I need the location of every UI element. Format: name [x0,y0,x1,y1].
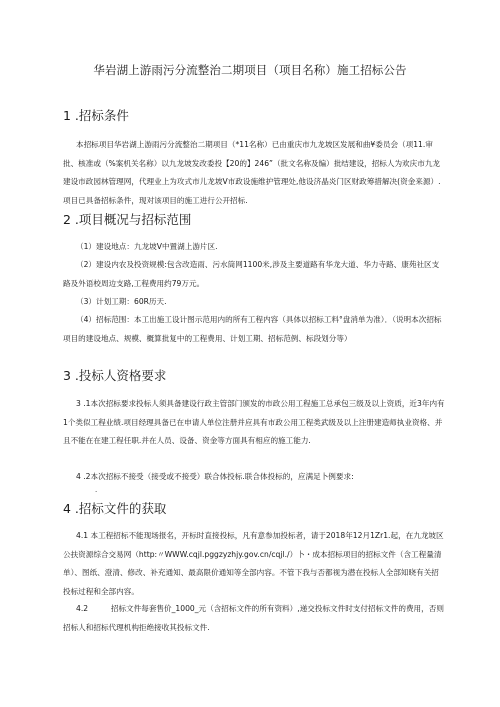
document-title: 华岩湖上游雨污分流整治二期项目（项目名称）施工招标公告 [93,63,407,77]
section-1-heading: 1 .招标条件 [63,108,129,123]
section-2-item-scale: （2）建设内农及投资规模:包含改造雨、污水筒网1100米,涉及主要道路有华龙大道、华力寺路、康苑社区支路及外语校周边支路,工程费用约79万元。 [63,260,440,288]
section-4-acquisition: 4.1 本工程招标不能现场报名，开标时直接投标，凡有意参加投标者，请于2018年12月1Zr1.起，在九龙坡区公扶资源综合交易网（http:〃WWW.cqjl.pggzyzhjy.gov.cn/cqjl./）卜・成本招标项目的招标文件（含工程量清单）、图纸、澄清、修改、补充通知、最高限价通知等全部内容。不管下我与否都视为潜在投标人全部知晓有关招投标过程和全部内容。 [63,531,444,596]
section-3-qualification: 3 .1本次招标要求投标人须具备建设行政主管部门颁发的市政公用工程施工总承包三级及以上资质，近3年内有1个类似工程业绩.项目经理具备已在申请人单位注册并应具有市政公用工程类武级及以上注册建造师执业资格、并且不能在在建工程任职.并在人员、设备、资金等方面具有相应的施工能力. [63,399,445,445]
section-2-item-duration: （3）计划工期：60R历天. [76,297,167,306]
section-4-heading: 4 .招标文件的获取 [63,501,167,516]
section-2-item-scope: （4）招标范围：本工出施工设计图示范用内的所有工程内容（具体以招标工料°盘消单为准）．（说明本次招标项目的建设地点、规模、概算批复中的工程费用、计划工期、招标范例、标段划分等） [63,315,442,343]
section-4-price: 4.2 招标文件每套售价_1000_元（含招标文件的所有资料）,递交投标文件时支付招标文件的费用，否则招标人和招标代理机构拒绝接收其投标文件. [63,604,444,632]
section-3-joint-bid: 4 .2本次招标不接受（接受或不接受）联合体投标.联合体投标的，应满足卜例要求: [76,472,354,481]
section-3-bullet: · [95,488,98,496]
section-2-heading: 2 .项目概况与招标范围 [63,212,192,227]
section-3-heading: 3 .投标人资格要求 [63,368,167,383]
section-2-item-location: （1）建设地点：九龙坡V中置湖上游片区. [76,242,218,251]
section-1-paragraph: 本招标项目华岩湖上游雨污分流整治二期项目（*11名称）已由重庆市九龙坡区发展和曲¥委员会（项11.审批、核准或（%案机关名称）以九龙坡发改委投【20的】246”（批文名称及编）批结建设，招标人为欢庆市九龙建设市政园林管理网，代理业上为攻式市儿龙坡V市政设施维护管理处,他设济晶炎门区财政筹措解决(资金来源）.项目已具备招标条件，现对该项目的施工进行公开招标. [63,140,441,205]
